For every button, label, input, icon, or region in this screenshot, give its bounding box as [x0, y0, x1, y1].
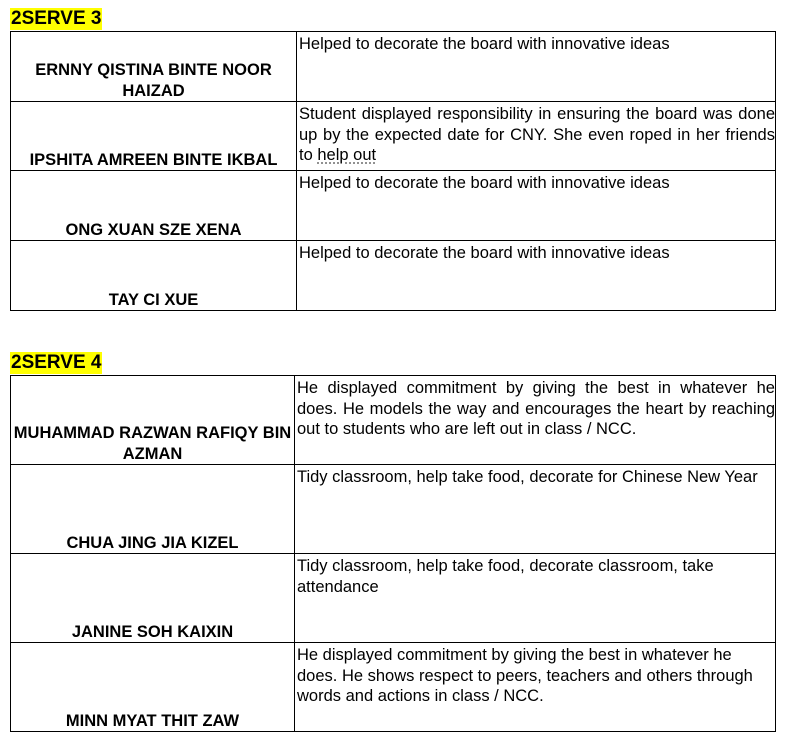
student-comment — [297, 102, 776, 171]
student-comment: Tidy classroom, help take food, decorate for Chinese New Year — [295, 465, 776, 554]
student-comment: He displayed commitment by giving the best in whatever he does. He models the way and encourages the heart by reaching out to students who are left out in class / NCC. — [295, 376, 776, 465]
student-comment: Helped to decorate the board with innovative ideas — [297, 171, 776, 241]
table-row — [11, 643, 776, 732]
student-name: ERNNY QISTINA BINTE NOOR HAIZAD — [11, 32, 297, 102]
table-row — [11, 465, 776, 554]
student-name: MUHAMMAD RAZWAN RAFIQY BIN AZMAN — [11, 376, 295, 465]
table-row — [11, 241, 776, 311]
award-table-2serve-4 — [10, 375, 776, 732]
student-name: MINN MYAT THIT ZAW — [11, 643, 295, 732]
table-row — [11, 102, 776, 171]
student-comment: He displayed commitment by giving the best in whatever he does. He shows respect to peers, teachers and others through words and actions in class / NCC. — [295, 643, 776, 732]
student-comment: Helped to decorate the board with innovative ideas — [297, 241, 776, 311]
comment-text: Student displayed responsibility in ensuring the board was done up by the expected date for CNY. She even roped in her friends to — [299, 105, 775, 164]
comment-flagged-text: help out — [317, 146, 377, 164]
award-table-2serve-3 — [10, 31, 776, 311]
student-name: TAY CI XUE — [11, 241, 297, 311]
student-name: ONG XUAN SZE XENA — [11, 171, 297, 241]
table-row — [11, 171, 776, 241]
student-name: JANINE SOH KAIXIN — [11, 554, 295, 643]
table-row — [11, 376, 776, 465]
table-row — [11, 554, 776, 643]
table-row — [11, 32, 776, 102]
section-title-2serve-4: 2SERVE 4 — [11, 352, 102, 373]
section-title-2serve-3: 2SERVE 3 — [11, 8, 102, 29]
student-name: CHUA JING JIA KIZEL — [11, 465, 295, 554]
student-name: IPSHITA AMREEN BINTE IKBAL — [11, 102, 297, 171]
student-comment: Helped to decorate the board with innovative ideas — [297, 32, 776, 102]
student-comment: Tidy classroom, help take food, decorate classroom, take attendance — [295, 554, 776, 643]
